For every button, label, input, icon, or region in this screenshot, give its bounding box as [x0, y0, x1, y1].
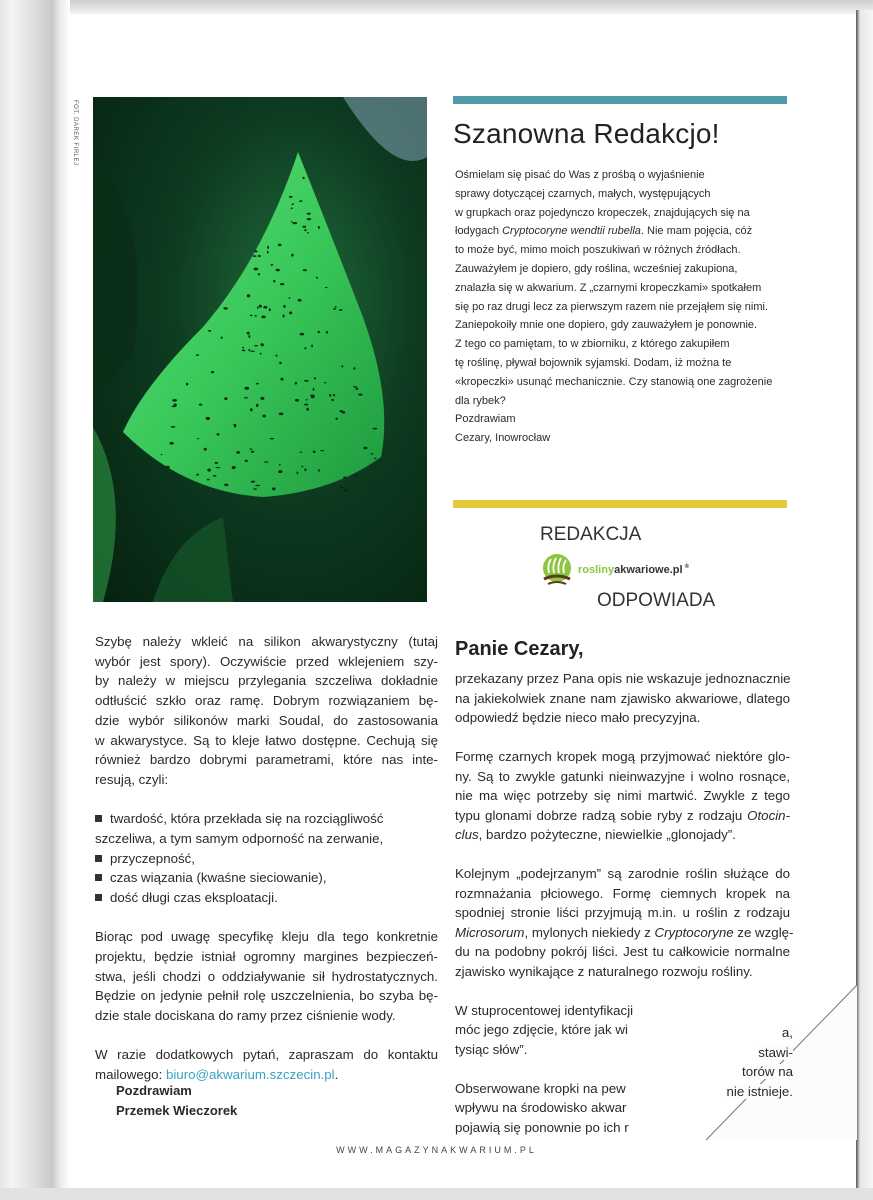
text-line: du na podobny pokrój liści. Jest tu całkowicie normalne	[455, 944, 790, 960]
text-line: tę roślinę, pływał bojownik syjamski. Dodam, iż można te	[455, 356, 732, 369]
text-line: stwa, jeśli chodzi o oddziaływanie sił hydrostatycznych.	[95, 968, 438, 984]
text-line: wybór jest spory). Oczywiście przed wklejeniem szy-	[95, 653, 438, 669]
text-line: Biorąc pod uwagę specyfikę kleju dla tego konkretnie	[95, 929, 438, 945]
text-line: Formę czarnych kropek mogą przyjmować niektóre glo-	[455, 749, 790, 765]
text-line: Szybę należy wkleić na silikon akwarystyczny (tutaj	[95, 634, 438, 649]
text-line: Pozdrawiam	[455, 413, 516, 426]
text-line: dzie wybór silikonów marki Soudal, do zastosowania	[95, 712, 438, 728]
text-line: znalazła się w akwarium. Z „czarnymi kropeczkami» spotkałem	[455, 281, 762, 294]
text-line: Microsorum, mylonych niekiedy z Cryptocoryne ze wzglę-	[455, 924, 794, 940]
logo-registered: ®	[684, 564, 689, 570]
text-line: W razie dodatkowych pytań, zapraszam do kontaktu	[95, 1047, 438, 1063]
photo-credit: FOT. DAREK FIRLEJ	[72, 100, 78, 166]
text-line: clus, bardzo pożyteczne, niewielkie „glonojady”.	[455, 827, 736, 843]
text-line: Cezary, Inowrocław	[455, 432, 551, 445]
text-line: Zaniepokoiły mnie one dopiero, gdy zauważyłem je ponownie.	[455, 319, 758, 332]
text-line: ny. Są to zwykle gatunki nieinwazyjne i wolno rosnące,	[455, 768, 790, 784]
italic-term: Cryptocoryne wendtii rubella	[502, 225, 641, 238]
text-line: projektu, będzie istniał ogromny margines bezpieczeń-	[95, 949, 438, 965]
list-item: przyczepność,	[95, 849, 438, 869]
text-line: sprawy dotyczącej czarnych, małych, występujących	[455, 187, 711, 200]
text-line: Będzie on jedynie pełnił rolę uszczelnienia, bo szyba bę-	[95, 988, 438, 1004]
text-line: by należy w miejscu przylegania szczeliwa dokładnie	[95, 673, 438, 689]
text-line: się po raz drugi lecz za pierwszym razem nie przejąłem się nimi.	[455, 300, 768, 313]
logo-text-part1: rosliny	[578, 564, 615, 576]
fold-text-fragment: torów na	[742, 1064, 793, 1079]
text-line: dzie stale dociskana do ramy przez ciśnienie wody.	[95, 1008, 396, 1024]
text-line: Z tego co pamiętam, to w zbiorniku, z którego zakupiłem	[455, 338, 730, 351]
text-line: również bardzo dobrymi parametrami, które nas inte-	[95, 752, 438, 768]
sign-greeting: Pozdrawiam	[116, 1083, 192, 1098]
list-item: twardość, która przekłada się na rozciągliwość	[95, 809, 438, 829]
letter-title: Szanowna Redakcjo!	[453, 118, 720, 149]
sign-name: Przemek Wieczorek	[116, 1103, 238, 1118]
italic-term: Microsorum	[455, 924, 525, 940]
text-line: dla rybek?	[455, 394, 506, 407]
text-line: spodniej stronie liści przyjmują m.in. u roślin z rodzaju	[455, 905, 790, 921]
text-line: odtłuścić szkło oraz ramę. Dobrym rozwiązaniem bę-	[95, 693, 438, 709]
logo-text-part2: akwariowe.pl	[614, 564, 683, 576]
fold-text-fragment: stawi-	[758, 1045, 793, 1060]
text-line: przekazany przez Pana opis nie wskazuje jednoznacznie	[455, 671, 791, 686]
text-line: łodygach Cryptocoryne wendtii rubella. Nie mam pojęcia, cóż	[455, 225, 753, 238]
text-line: wpływu na środowisko akwar	[455, 1100, 627, 1116]
text-line: w grupkach oraz pojedynczo kropeczek, znajdujących się na	[455, 206, 750, 219]
italic-term: clus	[455, 827, 479, 843]
text-line: odpowiedź będzie nieco mało precyzyjna.	[455, 710, 701, 725]
italic-term: Otocin-	[747, 807, 790, 823]
list-item: czas wiązania (kwaśne sieciowanie),	[95, 868, 438, 888]
text-line: rozmnażania płciowego. Formę ciemnych kropek na	[455, 885, 790, 901]
footer-url: WWW.MAGAZYNAKWARIUM.PL	[336, 1145, 537, 1155]
text-line: Zauważyłem je dopiero, gdy roślina, wcześniej zakupiona,	[455, 262, 738, 275]
text-line: w akwarystyce. Są to kleje łatwo dostępne. Cechują się	[95, 732, 438, 748]
text-line: resują, czyli:	[95, 771, 169, 787]
text-line: to może być, mimo moich poszukiwań w różnych źródłach.	[455, 244, 741, 257]
text-line: typu glonami dobrze radzą sobie ryby z rodzaju Otocin-	[455, 807, 790, 823]
response-header-top: REDAKCJA	[540, 524, 642, 545]
response-greeting: Panie Cezary,	[455, 638, 584, 660]
fold-text-fragment: nie istnieje.	[726, 1084, 793, 1099]
text-line: szczeliwa, a tym samym odporność na zerwanie,	[95, 830, 384, 846]
text-line: na jakiekolwiek znane nam zjawisko akwariowe, dlatego	[455, 690, 790, 706]
fold-text-fragment: a,	[781, 1025, 793, 1040]
text-line: Ośmielam się pisać do Was z prośbą o wyjaśnienie	[455, 169, 705, 181]
text-line: Obserwowane kropki na pew	[455, 1080, 626, 1096]
text-line: mailowego: biuro@akwarium.szczecin.pl.	[95, 1067, 339, 1083]
text-line: «kropeczki» usunąć mechanicznie. Czy stanowią one zagrożenie	[455, 375, 773, 388]
response-header-bottom: ODPOWIADA	[597, 590, 716, 611]
list-item: dość długi czas eksploatacji.	[95, 888, 438, 908]
text-line: W stuprocentowej identyfikacji	[455, 1002, 634, 1018]
email-link[interactable]: biuro@akwarium.szczecin.pl	[165, 1067, 335, 1083]
text-line: móc jego zdjęcie, które jak wi	[455, 1022, 628, 1038]
italic-term: Cryptocoryne	[654, 924, 734, 940]
text-line: nie ma więc potrzeby się nimi martwić. Zwykle z tego	[455, 788, 790, 804]
text-line: Kolejnym „podejrzanym” są zarodnie roślin służące do	[455, 866, 790, 882]
text-line: pojawią się ponownie po ich r	[455, 1119, 629, 1135]
text-line: zjawisko wynikające z naturalnego rozwoju rośliny.	[455, 963, 753, 979]
text-line: tysiąc słów”.	[455, 1041, 528, 1057]
